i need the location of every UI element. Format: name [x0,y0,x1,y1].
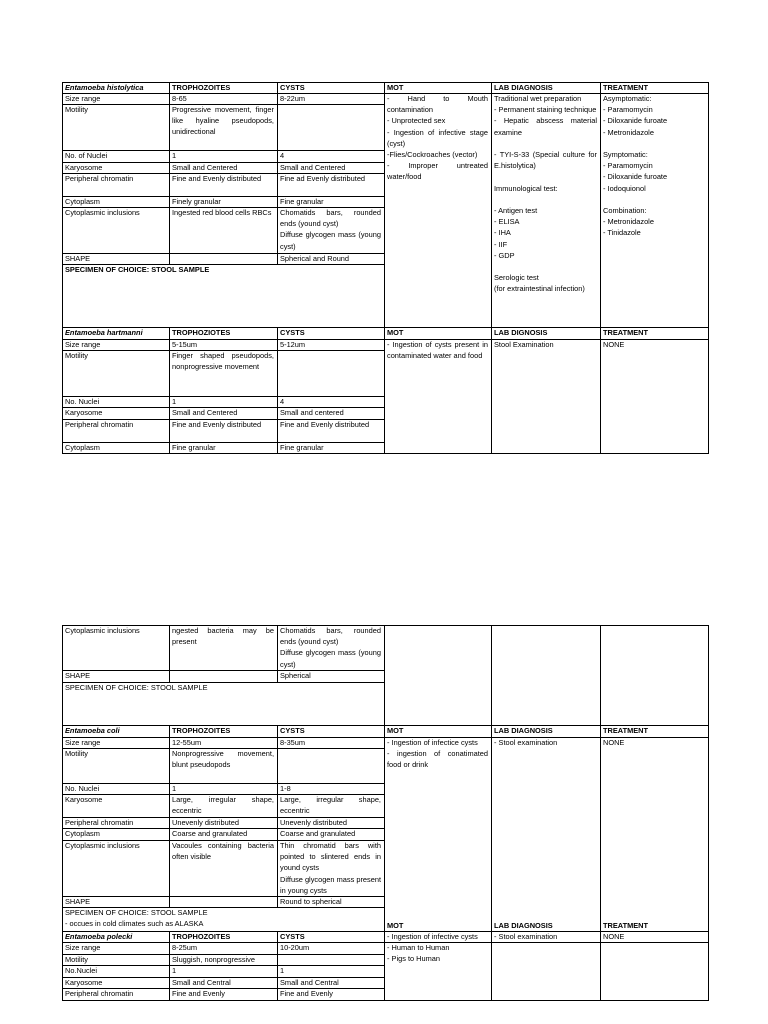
col-header-treatment: TREATMENT [603,328,649,337]
row-label: Peripheral chromatin [65,420,134,429]
mot-text: - Hand to Mouth contamination - Unprotected sex - Ingestion of infective stage (cyst) -Flies/Cockroaches (vector) - Improper untreated water/food [387,94,488,182]
organism-name: Entamoeba hartmanni [65,328,143,337]
col-header-cysts: CYSTS [280,932,305,941]
troph-value: Fine and Evenly distributed [172,420,262,429]
troph-value: 12-55um [172,738,202,747]
cyst-value: Fine and Evenly distributed [280,420,370,429]
cyst-value: Fine ad Evenly distributed [280,174,366,183]
troph-value: 8-65 [172,94,187,103]
col-header-mot: MOT [387,328,404,337]
col-header-treatment: TREATMENT [603,921,649,930]
row-label: Karyosome [65,408,103,417]
row-label: No. of Nuclei [65,151,108,160]
col-header-lab: LAB DIAGNOSIS [494,726,553,735]
col-header-lab: LAB DIGNOSIS [494,328,548,337]
col-header-cysts: CYSTS [280,83,305,92]
troph-value: Coarse and granulated [172,829,248,838]
treatment-text: NONE [603,738,625,747]
row-label: Karyosome [65,163,103,172]
row-label: Cytoplasmic inclusions [65,208,140,217]
row-label: Motility [65,105,88,114]
cyst-value: Fine and Evenly [280,989,333,998]
troph-value: Fine granular [172,443,216,452]
col-header-trophozoites: TROPHOZOITES [172,726,231,735]
cyst-value: Coarse and granulated [280,829,356,838]
cyst-value: 5-12um [280,340,306,349]
cyst-value: Spherical and Round [280,254,350,263]
row-label: Size range [65,94,101,103]
row-label: Cytoplasm [65,829,100,838]
organism-name: Entamoeba coli [65,726,120,735]
troph-value: Small and Central [172,978,231,987]
row-label: Size range [65,340,101,349]
cyst-value: Fine granular [280,443,324,452]
organism-name: Entamoeba histolytica [65,83,144,92]
row-label: SHAPE [65,254,91,263]
troph-value: Fine and Evenly [172,989,225,998]
lab-diagnosis-text: - Stool examination [494,932,558,941]
col-header-trophozoites: TROPHOZOITES [172,83,231,92]
col-header-mot: MOT [387,921,404,930]
row-label: Motility [65,351,88,360]
mot-text: - Ingestion of infective cysts - Human to Human - Pigs to Human [387,932,478,964]
specimen-of-choice: SPECIMEN OF CHOICE: STOOL SAMPLE [65,265,210,274]
row-label: Karyosome [65,978,103,987]
cyst-value: Large, irregular shape, eccentric [280,795,381,816]
col-header-mot: MOT [387,83,404,92]
col-header-trophozoites: TROPHOZOITES [172,932,231,941]
col-header-mot: MOT [387,726,404,735]
row-label: Cytoplasm [65,197,100,206]
treatment-text: NONE [603,340,625,349]
cyst-value: 8-22um [280,94,306,103]
troph-value: ngested bacteria may be present [172,626,274,647]
cyst-value: Small and centered [280,408,344,417]
row-label: No. Nuclei [65,397,100,406]
cyst-value: 8-35um [280,738,306,747]
troph-value: Fine and Evenly distributed [172,174,262,183]
climate-note: - occues in cold climates such as ALASKA [65,919,204,928]
troph-value: Finely granular [172,197,221,206]
specimen-of-choice: SPECIMEN OF CHOICE: STOOL SAMPLE [65,908,208,917]
col-header-treatment: TREATMENT [603,726,649,735]
cyst-value: Unevenly distributed [280,818,347,827]
col-header-treatment: TREATMENT [603,83,649,92]
troph-value: Vacoules containing bacteria often visible [172,841,274,862]
troph-value: 1 [172,397,177,406]
lab-diagnosis-text: Stool Examination [494,340,554,349]
row-label: Size range [65,943,101,952]
troph-value: Ingested red blood cells RBCs [172,208,272,217]
cyst-value: 1-8 [280,784,291,793]
troph-value: 1 [172,151,177,160]
troph-value: 1 [172,966,177,975]
row-label: Motility [65,955,88,964]
treatment-text: Asymptomatic: - Paramomycin - Diloxanide furoate - Metronidazole Symptomatic: - Paramomycin - Diloxanide furoate - Iodoquionol Combination: - Metronidazole - Tinidazole [603,94,668,238]
row-label: Karyosome [65,795,103,804]
col-header-cysts: CYSTS [280,726,305,735]
cyst-value: 10-20um [280,943,310,952]
troph-value: 5-15um [172,340,198,349]
cyst-value: 4 [280,397,285,406]
mot-text: - Ingestion of cysts present in contaminated water and food [387,340,488,361]
row-label: No. Nuclei [65,784,100,793]
organism-name: Entamoeba polecki [65,932,133,941]
row-label: Motility [65,749,88,758]
troph-value: Nonprogressive movement, blunt pseudopods [172,749,274,770]
cyst-value: Small and Centered [280,163,346,172]
row-label: Cytoplasmic inclusions [65,841,140,850]
row-label: SHAPE [65,671,91,680]
row-label: Peripheral chromatin [65,989,134,998]
troph-value: Small and Centered [172,163,238,172]
row-label: Cytoplasmic inclusions [65,626,140,635]
cyst-value: Spherical [280,671,311,680]
row-label: No.Nuclei [65,966,98,975]
cyst-value: Chomatids bars, rounded ends (yound cyst) Diffuse glycogen mass (young cyst) [280,626,381,669]
cyst-value: Round to spherical [280,897,342,906]
mot-text: - Ingestion of infectice cysts - ingestion of conatimated food or drink [387,738,488,770]
specimen-of-choice: SPECIMEN OF CHOICE: STOOL SAMPLE [65,683,208,692]
treatment-text: NONE [603,932,625,941]
cyst-value: Thin chromatid bars with pointed to slintered ends in yound cysts Diffuse glycogen mass present in young cysts [280,841,381,895]
troph-value: 1 [172,784,177,793]
cyst-value: 1 [280,966,285,975]
col-header-lab: LAB DIAGNOSIS [494,921,553,930]
row-label: Size range [65,738,101,747]
troph-value: Large, irregular shape, eccentric [172,795,274,816]
col-header-lab: LAB DIAGNOSIS [494,83,553,92]
col-header-trophozoites: TROPHOZIOTES [172,328,231,337]
cyst-value: Fine granular [280,197,324,206]
cyst-value: Chomatids bars, rounded ends (yound cyst) Diffuse glycogen mass (young cyst) [280,208,381,251]
row-label: Cytoplasm [65,443,100,452]
lab-diagnosis-text: - Stool examination [494,738,558,747]
row-label: Peripheral chromatin [65,174,134,183]
troph-value: Small and Centered [172,408,238,417]
row-label: SHAPE [65,897,91,906]
troph-value: Unevenly distributed [172,818,239,827]
row-label: Peripheral chromatin [65,818,134,827]
troph-value: Progressive movement, finger like hyaline pseudopods, unidirectional [172,105,274,137]
cyst-value: Small and Central [280,978,339,987]
troph-value: Sluggish, nonprogressive [172,955,255,964]
troph-value: 8-25um [172,943,198,952]
troph-value: Finger shaped pseudopods, nonprogressive movement [172,351,274,372]
col-header-cysts: CYSTS [280,328,305,337]
cyst-value: 4 [280,151,285,160]
lab-diagnosis-text: Traditional wet preparation - Permanent staining technique - Hepatic abscess material examine - TYI-S-33 (Special culture for E.histolytica) Immunological test: - Antigen test - ELISA - IHA - IIF - GDP Serologic test (for extraintestinal infection) [494,94,597,294]
